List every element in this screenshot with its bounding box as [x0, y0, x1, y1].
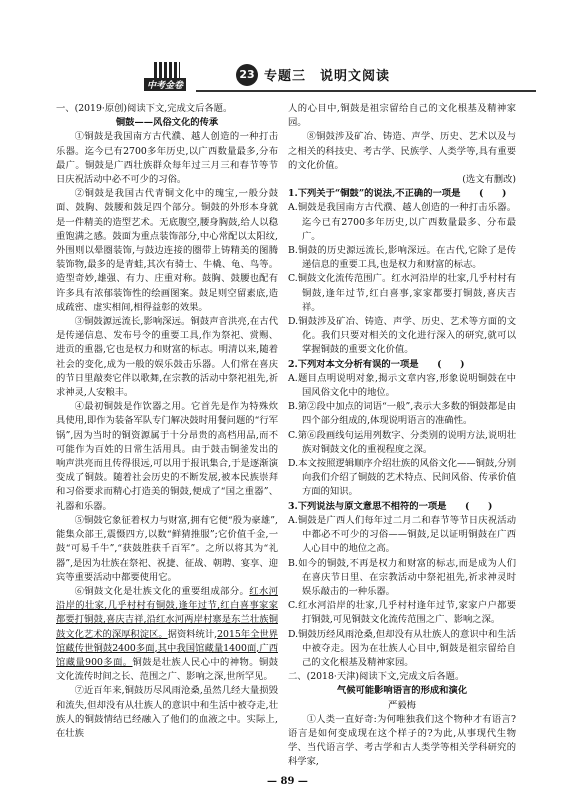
- underlined-sentence-1: 红水河沿岸的壮家,几乎村村有铜鼓,逢年过节,红白喜事家家都要打铜鼓,喜庆吉祥,沿红水河两岸村寨是东兰壮族铜鼓文化艺术的深厚积淀区。: [56, 585, 278, 640]
- article-2-title: 气候可能影响语言的形成和演化: [336, 685, 468, 697]
- paragraph-6-start: ⑥铜鼓文化是壮族文化的重要组成部分。: [74, 585, 250, 597]
- paragraph-6: [56, 585, 278, 684]
- question-3-option-a: A.铜鼓是广西人们每年过二月二和春节等节日庆祝活动中都必不可少的习俗——铜鼓,足以证明铜鼓在广西人心目中的地位之高。: [288, 514, 516, 555]
- page-title: 专题三 说明文阅读: [264, 69, 391, 84]
- question-3-option-b: B.如今的铜鼓,不再是权力和财富的标志,而是成为人们在喜庆节日里、在宗教活动中祭祀祖先,祈求神灵时娱乐敲击的一种乐器。: [288, 557, 516, 597]
- logo-graphic-icon: [154, 62, 180, 78]
- section-2-intro: 二、(2018·天津)阅读下文,完成文后各题。: [288, 671, 465, 683]
- paragraph-7-continued: 人的心目中,铜鼓是祖宗留给自己的文化根基及精神家园。: [288, 103, 516, 129]
- question-1-option-a: A.铜鼓是我国南方古代濮、越人创造的一种打击乐器。迄今已有2700多年历史,以广西数量最多、分布最广。: [288, 202, 516, 242]
- question-2-option-c: C.第⑥段画线句运用列数字、分类别的说明方法,说明壮族对铜鼓文化的重视程度之深。: [288, 429, 516, 455]
- question-1-option-b: B.铜鼓的历史源远流长,影响深远。在古代,它除了是传递信息的重要工具,也是权力和财富的标志。: [288, 245, 516, 271]
- logo-text: 中考金卷: [144, 78, 186, 91]
- question-3-option-d: D.铜鼓历经风雨沧桑,但却没有从壮族人的意识中和生活中被夺走。因为在壮族人心目中,铜鼓是祖宗留给自己的文化根基及精神家园。: [288, 628, 516, 668]
- unit-number-badge: 23: [236, 64, 258, 86]
- logo: [140, 60, 192, 92]
- left-column: [56, 102, 278, 741]
- paragraph-6-end: 铜鼓是壮族人民心中的神物。铜鼓文化流传时间之长、范围之广、影响之深,世所罕见。: [56, 656, 278, 683]
- article-title: 铜鼓——风俗文化的传承: [115, 117, 219, 129]
- question-1: 1.下列关于“铜鼓”的说法,不正确的一项是 ( ): [288, 188, 507, 200]
- paragraph-6-mid: 据资料统计,: [167, 628, 218, 640]
- section-intro: 一、(2019·原创)阅读下文,完成文后各题。: [56, 103, 233, 114]
- paragraph-1: ①铜鼓是我国南方古代濮、越人创造的一种打击乐器。迄今已有2700多年历史,以广西数量最多,分布最广。铜鼓是广西壮族群众每年过三月三和春节等节日庆祝活动中必不可少的习俗。: [56, 131, 278, 186]
- question-2-option-d: D.本文按照逻辑顺序介绍壮族的风俗文化——铜鼓,分别向我们介绍了铜鼓的艺术特点、民间风俗、传承价值方面的知识。: [288, 458, 516, 498]
- paragraph-4: ④最初铜鼓是作饮器之用。它首先是作为特殊炊具使用,即作为装备军队专门解决鼓时用餐问题的“行军锅”,因为当时的铜资源属于十分昂贵的高档用品,而不可能作为百姓的日常生活用具。由于鼓击铜釜发出的响声洪亮而且传得很远,可以用于报讯集合,于是逐渐演变成了铜鼓。随着社会历史的不断发展,被本民族崇拜和习俗要求而精心打造美的铜鼓,便成了“国之重器”、礼器和乐器。: [56, 401, 278, 512]
- paragraph-5: ⑤铜鼓它象征着权力与财富,拥有它便“殷为豪雄”,能集众部王,震慑四方,以数“鲜猜推服”;它价值千金,一鼓“可易千牛”,“获鼓胜获千百军”。之所以将其为“礼器”,是因为壮族在祭祀、祝捷、征战、朝聘、宴享、迎宾等重要活动中都要使用它。: [56, 514, 278, 583]
- article-2-author: 严毅梅: [388, 699, 416, 711]
- question-3: 3.下列说法与原文意思不相符的一项是 ( ): [288, 500, 493, 512]
- page-number: — 89 —: [267, 776, 308, 787]
- question-1-option-d: D.铜鼓涉及矿冶、铸造、声学、历史、艺术等方面的文化。我们只要对相关的文化进行深入的研究,就可以掌握铜鼓的重要文化价值。: [288, 316, 516, 356]
- paragraph-2: ②铜鼓是我国古代青铜文化中的瑰宝,一般分鼓面、鼓胸、鼓腰和鼓足四个部分。铜鼓的外形本身就是一件精美的造型艺术。无底腹空,腰身胸鼓,给人以稳重饱满之感。鼓面为重点装饰部分,中心常配以太阳纹,外围则以晕圈装饰,与鼓边连接的圈带上铸精美的图腾装饰物,最多的是青蛙,其次有骑士、牛橇、龟、鸟等。造型奇妙,雄强、有力、庄重对称。鼓胸、鼓腰也配有许多具有浓郁装饰性的绘画图案。鼓足则空留素底,造成疏密、虚实相间,相得益彰的效果。: [56, 188, 278, 313]
- question-2: 2.下列对本文分析有误的一项是 ( ): [288, 358, 465, 370]
- right-column: [288, 102, 516, 770]
- question-2-option-a: A.题目点明说明对象,揭示文章内容,形象说明铜鼓在中国风俗文化中的地位。: [288, 372, 516, 399]
- article-2-paragraph-1: ①人类一直好奇:为何唯独我们这个物种才有语言?语言是如何变成现在这个样子的?为此,从事现代生物学、当代语言学、考古学和古人类学等相关学科研究的科学家,: [288, 713, 516, 768]
- question-2-option-b: B.第②段中加点的词语“一般”,表示大多数的铜鼓都是由四个部分组成的,体现说明语言的准确性。: [288, 401, 516, 427]
- header-rule: [196, 90, 536, 92]
- underlined-sentence-2: 2015年全世界馆藏传世铜鼓2400多面,其中我国馆藏量1400面,广西馆藏量900多面。: [56, 628, 278, 668]
- source-note: (选文有删改): [462, 174, 516, 186]
- paragraph-8: ⑧铜鼓涉及矿冶、铸造、声学、历史、艺术以及与之相关的科技史、考古学、民族学、人类学等,具有重要的文化价值。: [288, 131, 516, 171]
- page-header: [140, 60, 540, 96]
- question-1-option-c: C.铜鼓文化流传范围广。红水河沿岸的壮家,几乎村村有铜鼓,逢年过节,红白喜事,家家都要打铜鼓,喜庆吉祥。: [288, 273, 516, 313]
- question-3-option-c: C.红水河沿岸的壮家,几乎村村逢年过节,家家户户都要打铜鼓,可见铜鼓文化流传范围之广、影响之深。: [288, 600, 516, 626]
- paragraph-7: ⑦近百年来,铜鼓历尽风雨沧桑,虽然几经大量损毁和流失,但却没有从壮族人的意识中和生活中被夺走,壮族人的铜鼓情结已经融入了他们的血液之中。实际上,在壮族: [56, 685, 278, 739]
- paragraph-3: ③铜鼓源远流长,影响深远。铜鼓声音洪亮,在古代是传递信息、发布号令的重要工具,作为祭祀、赏赐、进贡的重器,它也是权力和财富的标志。明清以来,随着社会的变化,成为一般的娱乐鼓击乐器。人们常在喜庆的节日里敲奏它伴以歌舞,在宗教的活动中祭祀祖先,祈求神灵,人安粮丰。: [56, 316, 278, 399]
